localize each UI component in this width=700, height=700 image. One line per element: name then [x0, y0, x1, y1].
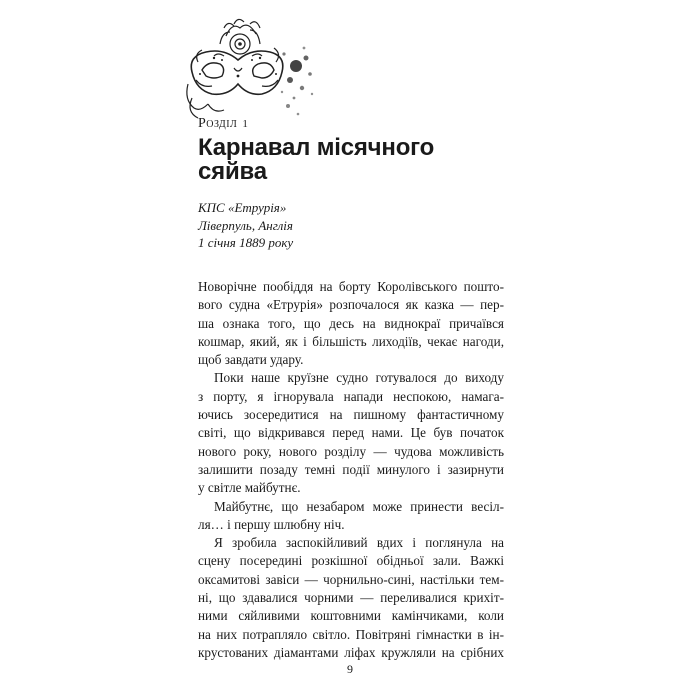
- chapter-number: 1: [242, 118, 249, 130]
- body-text: [198, 278, 504, 662]
- text-line: світі, що відкривався перед нами. Це був початок: [198, 425, 504, 441]
- text-line: кошмар, який, як і більшість лиходіїв, чекає нагоди,: [198, 333, 504, 349]
- masquerade-mask-illustration: [178, 14, 318, 126]
- text-line: ля… і першу шлюбну ніч.: [198, 516, 345, 532]
- text-line: Поки наше круїзне судно готувалося до виходу: [214, 370, 504, 386]
- chapter-title-line-1: Карнавал місячного: [198, 134, 435, 161]
- chapter-label: [198, 116, 248, 132]
- text-line: залишити позаду темні події минулого і зазирнути: [198, 461, 504, 477]
- text-line: ша ознака того, що десь на виднокраї причаївся: [198, 315, 504, 331]
- text-line: оксамитові завіси — чорнильно-сині, настільки тем-: [198, 571, 504, 587]
- text-line: вого судна «Етрурія» розпочалося як казка — пер-: [198, 297, 504, 313]
- text-line: щоб завдати удару.: [198, 352, 304, 368]
- dateline: [198, 199, 293, 252]
- chapter-label-text: Розділ: [198, 116, 238, 131]
- text-line: нового року, нового розділу — чудова можливість: [198, 443, 504, 459]
- text-line: ними сяйливими коштовними камінчиками, коли: [198, 608, 504, 624]
- text-line: з порту, я ігнорувала напади неспокою, намага-: [198, 388, 504, 404]
- paragraph-1: [198, 278, 504, 369]
- text-line: Я зробила заспокійливий вдих і поглянула на: [214, 535, 504, 551]
- chapter-title: [198, 136, 498, 184]
- dateline-ship: КПС «Етрурія»: [198, 200, 287, 215]
- dateline-date: 1 січня 1889 року: [198, 235, 294, 250]
- paragraph-4: [198, 534, 504, 662]
- paragraph-3: [198, 498, 504, 535]
- chapter-title-line-2: сяйва: [198, 158, 267, 185]
- text-line: у світле майбутнє.: [198, 480, 301, 496]
- page-number: 9: [347, 662, 353, 676]
- text-line: сцену посередині розкішної обідньої зали. Важкі: [198, 553, 504, 569]
- text-line: ючись зосередитися на пишному фантастичному: [198, 407, 504, 423]
- text-line: Новорічне пообіддя на борту Королівського пошто-: [198, 279, 504, 294]
- dateline-place: Ліверпуль, Англія: [198, 217, 293, 233]
- text-line: на них потрапляло світло. Повітряні гімнастки в ін-: [198, 626, 504, 642]
- text-line: Майбутнє, що незабаром може принести весіл-: [214, 498, 504, 514]
- text-line: крустованих діамантами ліфах кружляли на срібних: [198, 644, 504, 660]
- paragraph-2: [198, 369, 504, 497]
- text-line: ні, що здавалися чорними — переливалися крихіт-: [198, 590, 504, 606]
